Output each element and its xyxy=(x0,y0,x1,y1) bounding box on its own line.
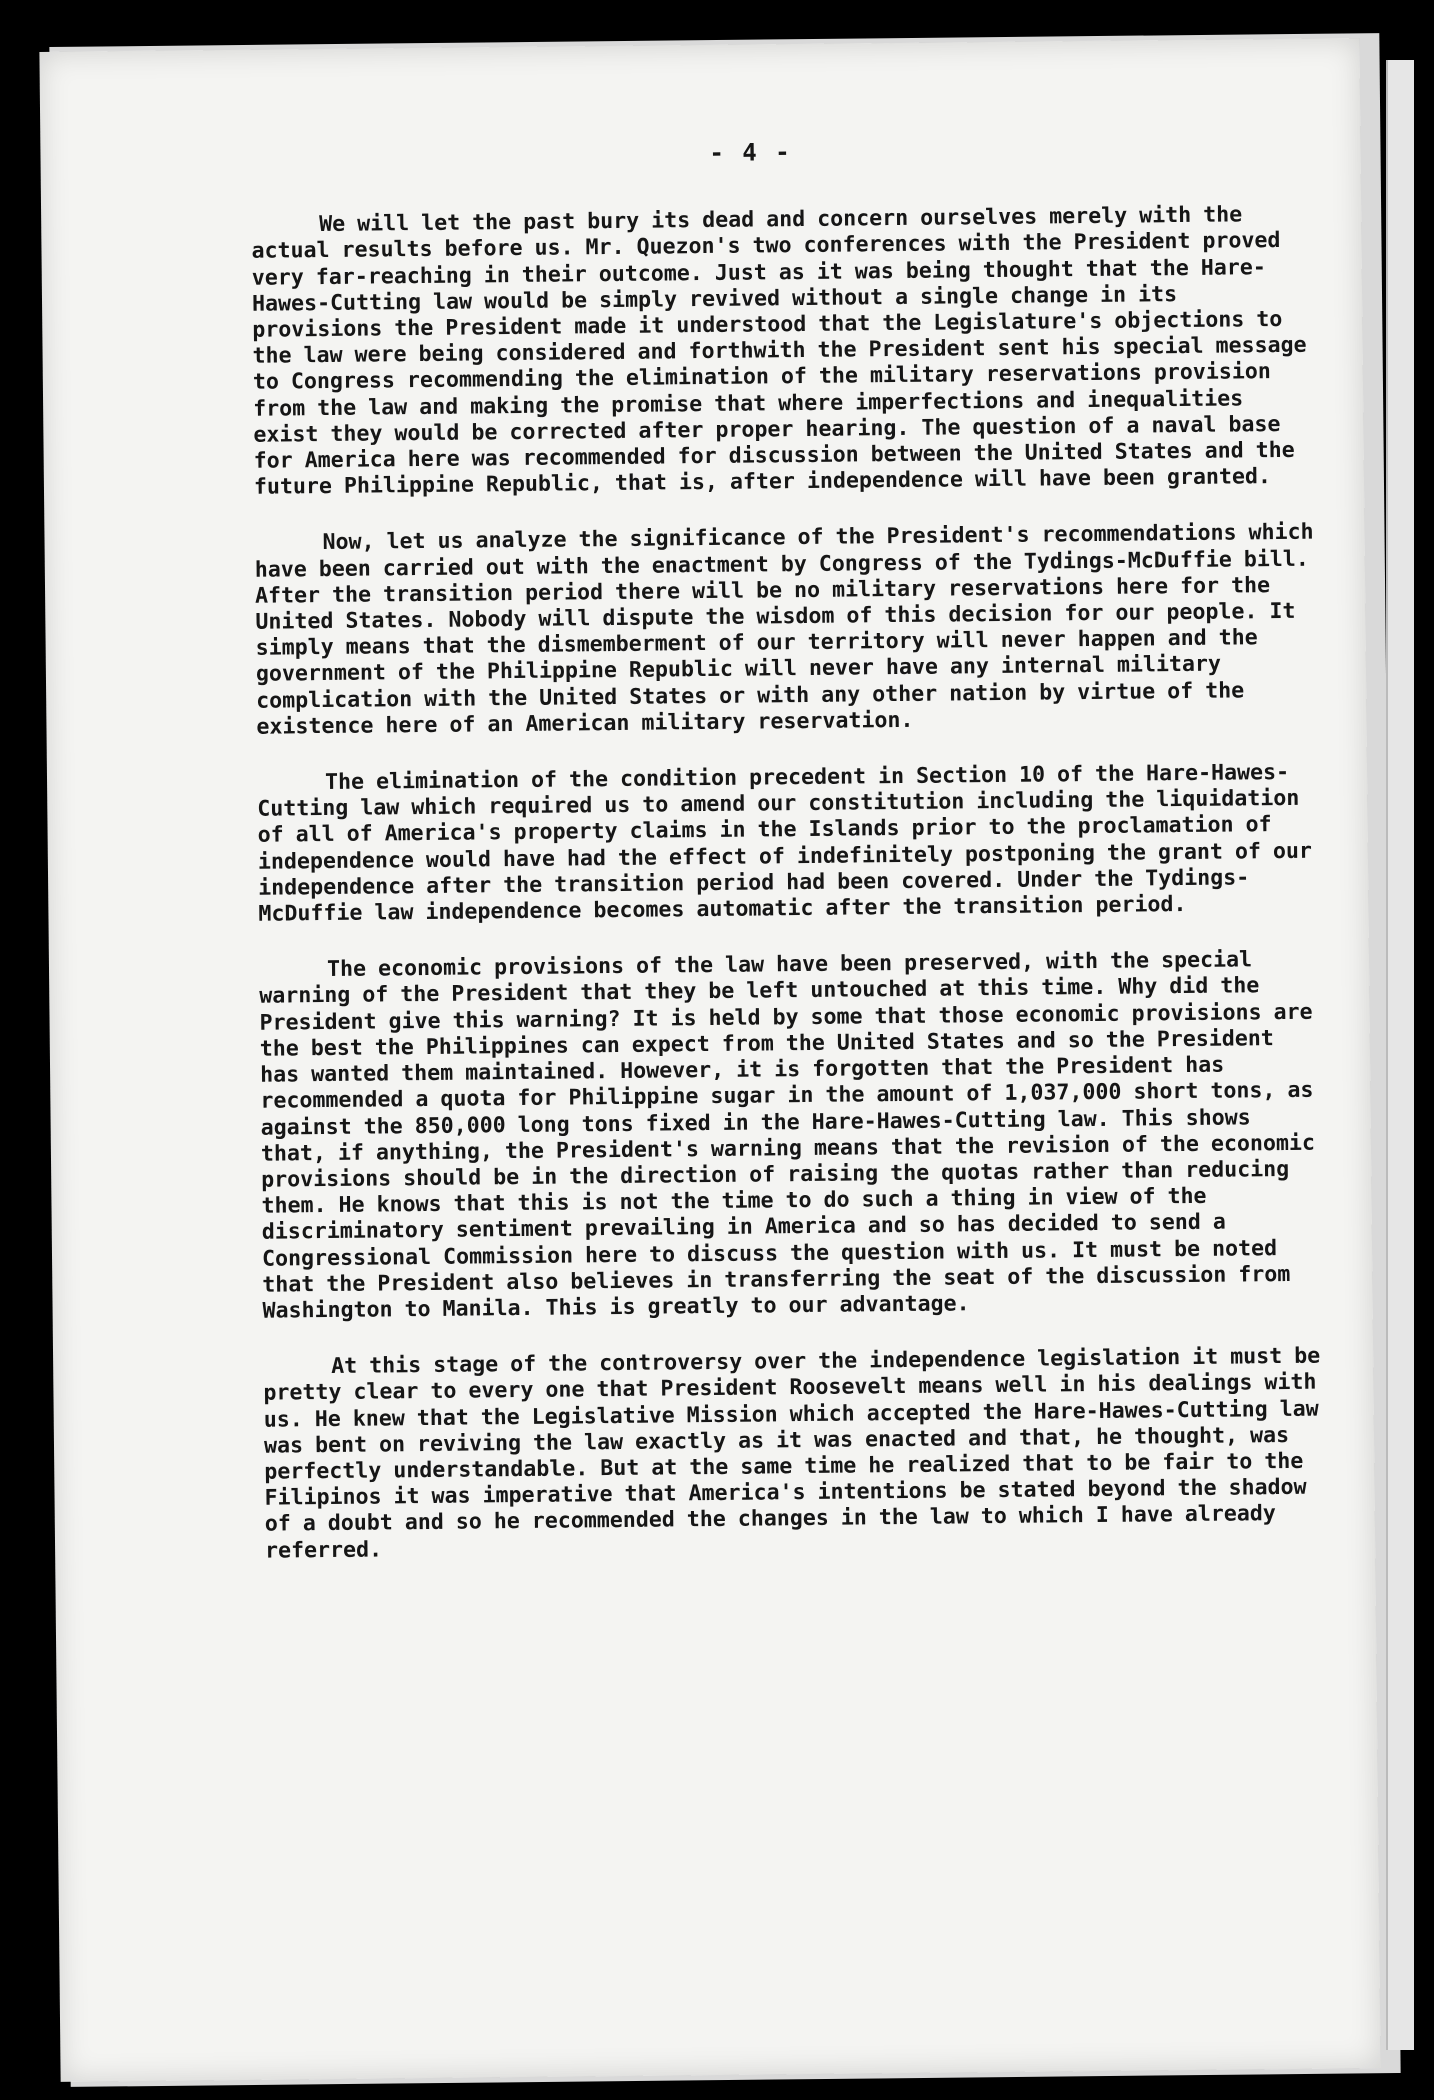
document-page xyxy=(39,38,1380,2082)
paragraph-2: Now, let us analyze the significance of the President's recommendations which have been carried out with the enactment by Congress of the Tydings-McDuffie bill. After the transition period there will be no military reservations here for the United States. Nobody will dispute the wisdom of this decision for our people. It simply means that the dismemberment of our territory will never happen and the government of the Philippine Republic will never have any internal military complication with the United States or with any other nation by virtue of the existence here of an American military reservation. xyxy=(254,520,1314,740)
paragraph-3: The elimination of the condition precedent in Section 10 of the Hare-Hawes-Cutting law which required us to amend our constitution including the liquidation of all of America's property claims in the Islands prior to the proclamation of independence would have had the effect of indefinitely postponing the grant of our independence after the transition period had been covered. Under the Tydings-McDuffie law independence becomes automatic after the transition period. xyxy=(257,759,1313,927)
page-edge xyxy=(1386,60,1414,2050)
paragraph-5: At this stage of the controversy over the independence legislation it must be pretty clear to every one that President Roosevelt means well in his dealings with us. He knew that the Legislative Mission which accepted the Hare-Hawes-Cutting law was bent on reviving the law exactly as it was enacted and that, he thought, was perfectly understandable. But at the same time he realized that to be fair to the Filipinos it was imperative that America's intentions be stated beyond the shadow of a doubt and so he recommended the changes in the law to which I have already referred. xyxy=(263,1343,1321,1564)
page-number: - 4 - xyxy=(709,138,792,167)
paragraph-1: We will let the past bury its dead and concern ourselves merely with the actual results before us. Mr. Quezon's two conferences with the President proved very far-reaching in their outcome. Just as it was being thought that the Hare-Hawes-Cutting law would be simply revived without a single change in its provisions the President made it understood that the Legislature's objections to the law were being considered and forthwith the President sent his special message to Congress recommending the elimination of the military reservations provision from the law and making the promise that where imperfections and inequalities exist they would be corrected after proper hearing. The question of a naval base for America here was recommended for discussion between the United States and the future Philippine Republic, that is, after independence will have been granted. xyxy=(251,202,1307,500)
page-content xyxy=(250,134,1325,1595)
paragraph-4: The economic provisions of the law have been preserved, with the special warning of the President that they be left untouched at this time. Why did the President give this warning? It is held by some that those economic provisions are the best the Philippines can expect from the United States and so the President has wanted them maintained. However, it is forgotten that the President has recommended a quota for Philippine sugar in the amount of 1,037,000 short tons, as against the 850,000 long tons fixed in the Hare-Hawes-Cutting law. This shows that, if anything, the President's warning means that the revision of the economic provisions should be in the direction of raising the quotas rather than reducing them. He knows that this is not the time to do such a thing in view of the discriminatory sentiment prevailing in America and so has decided to send a Congressional Commission here to discuss the question with us. It must be noted that the President also believes in transferring the seat of the discussion from Washington to Manila. This is greatly to our advantage. xyxy=(259,947,1316,1324)
